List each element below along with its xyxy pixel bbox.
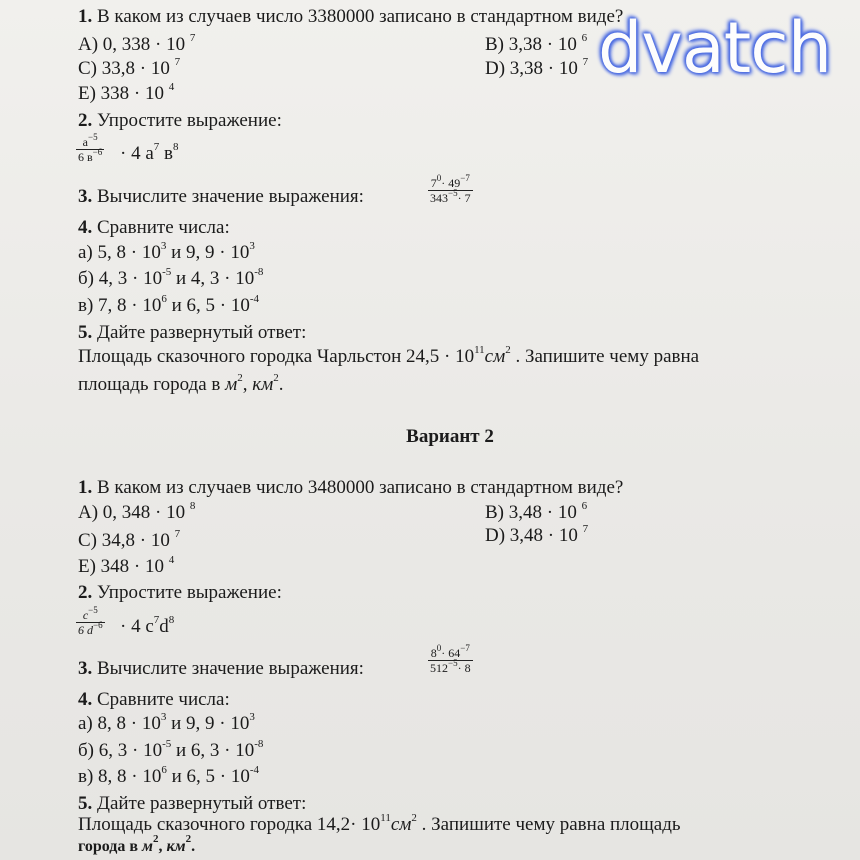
v2-q1-option-a: A) 0, 348 · 10 $^8$ [78, 500, 196, 523]
watermark-logo: dvatch [598, 7, 832, 89]
v1-q4-question: 4. Сравните числа: [78, 217, 230, 238]
v1-q1-question [78, 6, 623, 28]
v1-q1-option-b: B) 3,38 · 10 $^6$ [485, 32, 588, 55]
v2-q1-option-e: E) 348 · 10 $^4$ [78, 554, 175, 577]
v1-q5-question: 5. Дайте развернутый ответ: [78, 322, 307, 343]
v1-q3-question: 3. Вычислите значение выражения: [78, 186, 364, 207]
v2-q3-fraction: $\frac{8^0\cdot 64^{-7}}{512^{-5}\cdot 8}$ [430, 643, 471, 675]
v2-q2-fraction: $\frac{c^{-5}}{6 d^{-6}}$ [78, 605, 103, 637]
v2-q4-item-c: в) 8, $8 \cdot 10^6$ и 6, $5 \cdot 10^{-4}$ [78, 764, 260, 787]
v1-q4-item-a: а) 5, $8 \cdot 10^3$ и 9, $9 \cdot 10^3$ [78, 240, 255, 263]
v1-q1-option-e: E) 338 · 10 $^4$ [78, 81, 175, 104]
v2-q4-item-b: б) 6, $3 \cdot 10^{-5}$ и 6, $3 \cdot 10^{-8}$ [78, 738, 264, 761]
v2-q2-question: 2. Упростите выражение: [78, 582, 282, 603]
v2-q5-line2: города в $м^2$, $км^2$. [78, 833, 196, 855]
v1-q1-option-c: C) 33,8 · 10 $^7$ [78, 56, 181, 79]
v2-q2-expression: · 4 $c^7d^8$ [120, 614, 175, 637]
v1-q1-number: 1. [78, 6, 93, 27]
v2-q1-option-b: B) 3,48 · 10 $^6$ [485, 500, 588, 523]
v1-q5-line2: площадь города в $м^2$, $км^2$. [78, 372, 284, 395]
v1-q4-item-c: в) 7, $8 \cdot 10^6$ и 6, $5 \cdot 10^{-4}$ [78, 293, 260, 316]
v2-q1-question: 1. В каком из случаев число 3480000 записано в стандартном виде? [78, 477, 624, 498]
v1-q2-question: 2. Упростите выражение: [78, 110, 282, 131]
v2-q5-line1: Площадь сказочного городка $14,2\cdot 10^{11}см^2$ . Запишите чему равна площадь [78, 812, 681, 835]
v2-q4-item-a: а) 8, $8 \cdot 10^3$ и 9, $9 \cdot 10^3$ [78, 711, 255, 734]
v1-q3-fraction: $\frac{7^0\cdot 49^{-7}}{343^{-5}\cdot 7}$ [430, 173, 471, 205]
v2-q5-question: 5. Дайте развернутый ответ: [78, 793, 307, 814]
v2-q1-option-d: D) 3,48 · 10 $^7$ [485, 523, 589, 546]
v1-q2-expression: · 4 $a^7$ $в^8$ [120, 141, 179, 164]
v1-q1-option-d: D) 3,38 · 10 $^7$ [485, 56, 589, 79]
v1-q1-text: В каком из случаев число 3380000 записано в стандартном виде? [97, 6, 624, 27]
v2-q1-option-c: C) 34,8 · 10 $^7$ [78, 528, 181, 551]
v1-q2-fraction: $a^{-5}$ 6 $в^{-6}$ [78, 132, 103, 164]
v1-q1-option-a: A) 0, 338 · 10 $^7$ [78, 32, 196, 55]
v1-q4-item-b: б) 4, $3 \cdot 10^{-5}$ и 4, $3 \cdot 10^{-8}$ [78, 266, 264, 289]
variant-heading: Вариант 2 [406, 426, 494, 447]
v2-q3-question: 3. Вычислите значение выражения: [78, 658, 364, 679]
v1-q5-line1: Площадь сказочного городка Чарльстон $24,5 \cdot 10^{11}см^2$ . Запишите чему равна [78, 344, 700, 367]
v2-q4-question: 4. Сравните числа: [78, 689, 230, 710]
